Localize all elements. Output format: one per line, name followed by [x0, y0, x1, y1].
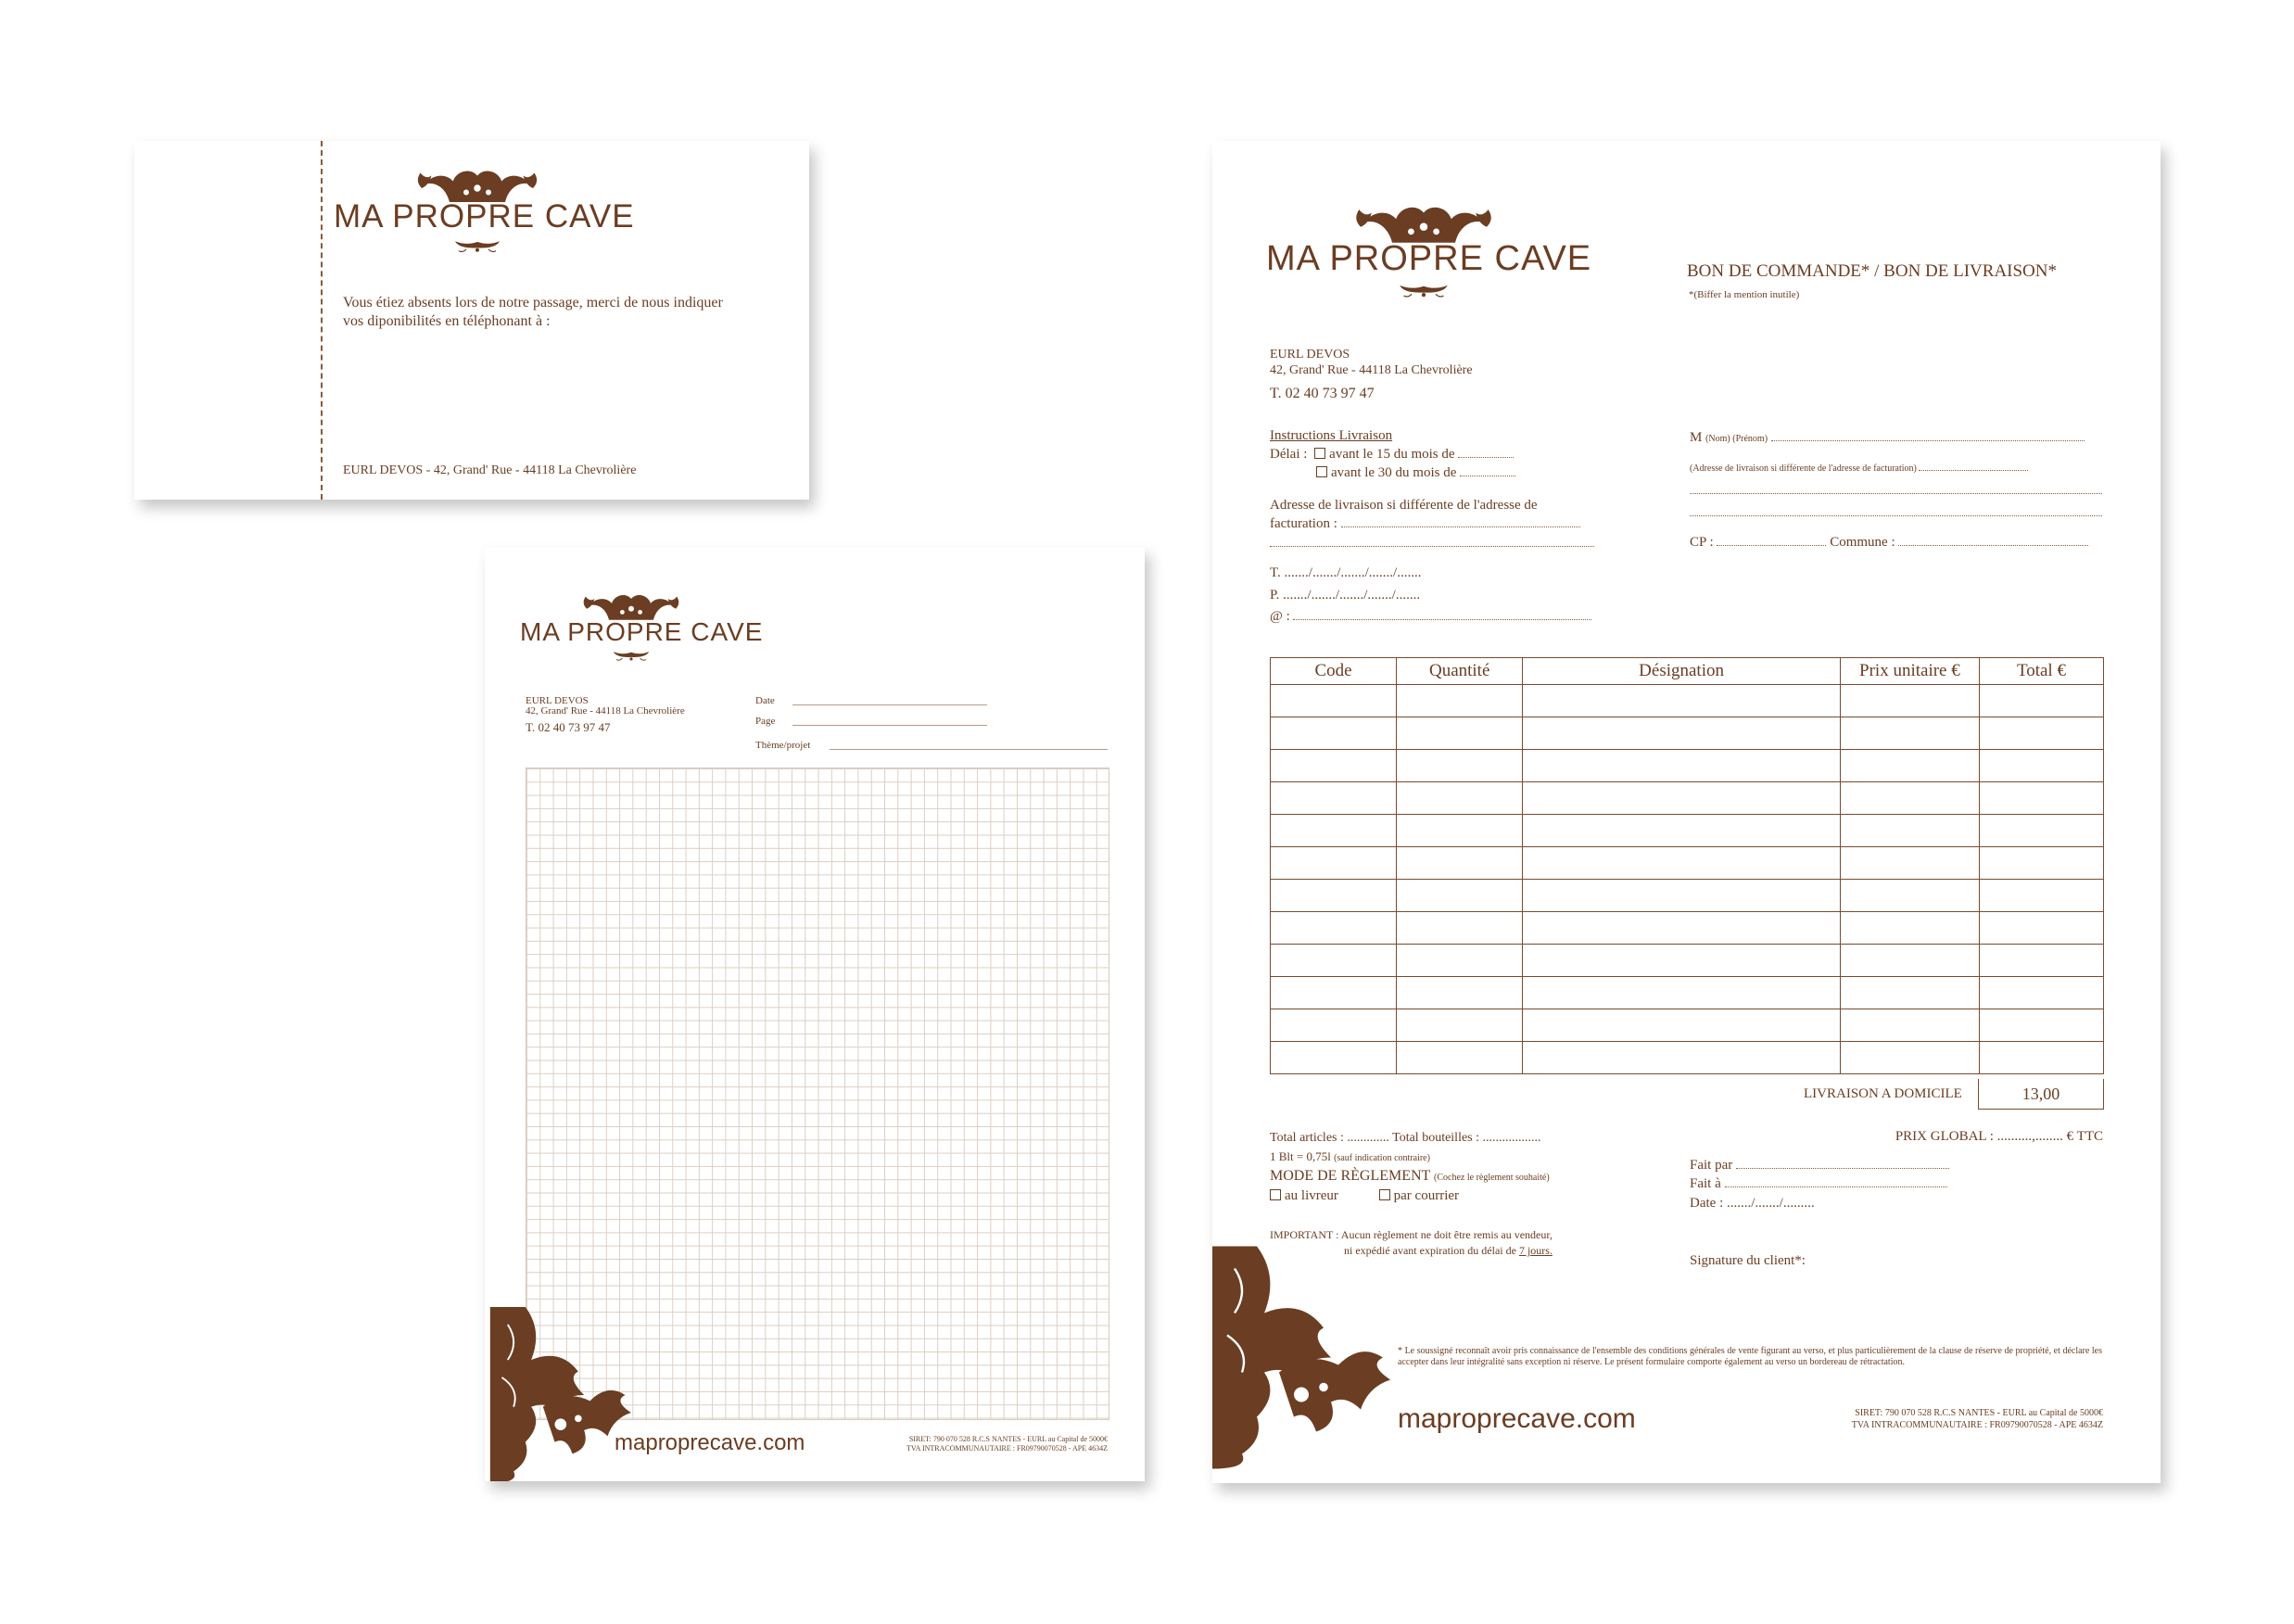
vine-ornament-icon — [1212, 1230, 1398, 1483]
done-at-field[interactable] — [1725, 1186, 1947, 1187]
cell-designation[interactable] — [1523, 815, 1841, 847]
email-field[interactable] — [1293, 619, 1591, 620]
cell-designation[interactable] — [1523, 750, 1841, 782]
order-subtitle: *(Biffer la mention inutile) — [1689, 289, 1800, 300]
card-message-line-2: vos diponibilités en téléphonant à : — [343, 313, 551, 329]
cell-unit-price[interactable] — [1840, 717, 1979, 750]
page-field[interactable] — [792, 725, 987, 726]
payment-hint: (Cochez le règlement souhaité) — [1434, 1173, 1550, 1183]
commune-label: Commune : — [1830, 535, 1895, 550]
alt-address-label: facturation : — [1270, 516, 1337, 531]
page-label: Page — [755, 716, 776, 727]
pay-opt1: au livreur — [1285, 1188, 1338, 1203]
table-row — [1271, 685, 2104, 717]
delay-label: Délai : — [1270, 447, 1308, 462]
header-total: Total € — [1979, 658, 2103, 685]
header-quantity: Quantité — [1397, 658, 1523, 685]
alt-address-field-2[interactable] — [1270, 546, 1594, 547]
email-label: @ : — [1270, 609, 1290, 624]
blt-note: 1 Blt = 0,75l — [1270, 1149, 1331, 1163]
customer-address-field-2[interactable] — [1690, 493, 2102, 494]
date-label: Date — [755, 695, 775, 706]
cell-total[interactable] — [1979, 1009, 2103, 1042]
payment-options — [1270, 1188, 1459, 1204]
cell-code[interactable] — [1271, 1042, 1397, 1074]
total-articles[interactable]: Total articles : ............. Total bouteilles : .................. — [1270, 1131, 1541, 1145]
cell-designation[interactable] — [1523, 977, 1841, 1009]
header-code: Code — [1271, 658, 1397, 685]
order-company: EURL DEVOS — [1270, 348, 1350, 362]
cell-total[interactable] — [1979, 1042, 2103, 1074]
card-footer: EURL DEVOS - 42, Grand' Rue - 44118 La Chevrolière — [343, 463, 637, 477]
absence-card — [134, 141, 809, 500]
pay-opt2: par courrier — [1393, 1188, 1460, 1203]
theme-field[interactable] — [830, 749, 1108, 750]
pay-checkbox-livreur[interactable] — [1270, 1189, 1281, 1200]
customer-name-field[interactable] — [1771, 440, 2085, 441]
cell-total[interactable] — [1979, 977, 2103, 1009]
cell-code[interactable] — [1271, 685, 1397, 717]
cell-unit-price[interactable] — [1840, 912, 1979, 945]
cell-quantity[interactable] — [1397, 977, 1523, 1009]
pay-checkbox-courrier[interactable] — [1379, 1189, 1390, 1200]
cell-unit-price[interactable] — [1840, 977, 1979, 1009]
ornament-bottom-icon — [1384, 279, 1464, 301]
cell-total[interactable] — [1979, 880, 2103, 912]
cell-unit-price[interactable] — [1840, 880, 1979, 912]
table-body — [1271, 685, 2104, 1074]
cell-quantity[interactable] — [1397, 912, 1523, 945]
cell-unit-price[interactable] — [1840, 685, 1979, 717]
done-at-label: Fait à — [1690, 1176, 1721, 1191]
table-row — [1271, 880, 2104, 912]
brand-name: MA PROPRE CAVE — [1266, 239, 1592, 278]
mobile-field[interactable]: P. ......./......./......./......./....... — [1270, 588, 1421, 603]
ornament-bottom-icon — [440, 235, 514, 256]
cell-total[interactable] — [1979, 750, 2103, 782]
delay-opt1: avant le 15 du mois de — [1329, 447, 1455, 462]
cell-unit-price[interactable] — [1840, 847, 1979, 880]
cell-quantity[interactable] — [1397, 750, 1523, 782]
cp-label: CP : — [1690, 535, 1714, 550]
header-unit-price: Prix unitaire € — [1840, 658, 1979, 685]
cell-total[interactable] — [1979, 717, 2103, 750]
cell-unit-price[interactable] — [1840, 1042, 1979, 1074]
cell-quantity[interactable] — [1397, 1009, 1523, 1042]
notepad-address: 42, Grand' Rue - 44118 La Chevrolière — [526, 705, 685, 717]
delay-checkbox-30[interactable] — [1316, 466, 1327, 477]
order-form-sheet — [1212, 141, 2161, 1483]
date-field[interactable]: Date : ......./......./......... — [1690, 1196, 1815, 1211]
card-logo — [334, 159, 635, 256]
brand-name: MA PROPRE CAVE — [334, 198, 635, 235]
m-label: M — [1690, 430, 1703, 445]
terms-text: * Le soussigné reconnaît avoir pris connaissance de l'ensemble des conditions générales de vente figurant au verso, et plus particulièrement de la clause de réserve de propriété, et déclare les accepter dans leur intégralité sans exception ni réserve. Le présent formulaire comporte également au verso un bordereau de rétractation. — [1398, 1346, 2102, 1367]
payment-title: MODE DE RÈGLEMENT — [1270, 1168, 1431, 1184]
notepad-logo — [520, 586, 764, 664]
important-3: 7 jours. — [1518, 1244, 1553, 1257]
cell-total[interactable] — [1979, 945, 2103, 977]
cell-code[interactable] — [1271, 1009, 1397, 1042]
done-by-label: Fait par — [1690, 1158, 1733, 1173]
card-message-line-1: Vous étiez absents lors de notre passage, merci de nous indiquer — [343, 295, 723, 311]
done-at-row — [1690, 1176, 1947, 1192]
delivery-price: 13,00 — [2022, 1085, 2060, 1103]
customer-address-field-3[interactable] — [1690, 515, 2102, 516]
cell-designation[interactable] — [1523, 1042, 1841, 1074]
notepad-website[interactable]: maproprecave.com — [615, 1430, 805, 1455]
delivery-label: LIVRAISON A DOMICILE — [1804, 1086, 1962, 1101]
date-field[interactable] — [792, 704, 987, 705]
customer-address-field[interactable] — [1919, 470, 2028, 471]
cell-designation[interactable] — [1523, 945, 1841, 977]
addr-hint: (Adresse de livraison si différente de l'adresse de facturation) — [1690, 463, 1917, 474]
cell-quantity[interactable] — [1397, 847, 1523, 880]
table-row — [1271, 1009, 2104, 1042]
cell-total[interactable] — [1979, 782, 2103, 815]
delay-checkbox-15[interactable] — [1314, 448, 1325, 459]
table-row — [1271, 750, 2104, 782]
ornament-bottom-icon — [602, 647, 661, 664]
cell-quantity[interactable] — [1397, 815, 1523, 847]
cell-code[interactable] — [1271, 847, 1397, 880]
cell-code[interactable] — [1271, 880, 1397, 912]
table-row — [1271, 847, 2104, 880]
cell-designation[interactable] — [1523, 685, 1841, 717]
important-2: ni expédié avant expiration du délai de — [1344, 1244, 1516, 1257]
cell-quantity[interactable] — [1397, 945, 1523, 977]
table-row — [1271, 782, 2104, 815]
table-row — [1271, 945, 2104, 977]
order-title: BON DE COMMANDE* / BON DE LIVRAISON* — [1687, 261, 2057, 281]
cell-code[interactable] — [1271, 750, 1397, 782]
notepad-legal-1: SIRET: 790 070 528 R.C.S NANTES - EURL au Capital de 5000€ — [908, 1435, 1108, 1443]
cell-quantity[interactable] — [1397, 685, 1523, 717]
table-row — [1271, 912, 2104, 945]
notepad-company: EURL DEVOS — [526, 695, 589, 706]
theme-label: Thème/projet — [755, 740, 811, 751]
cell-total[interactable] — [1979, 912, 2103, 945]
table-header-row — [1271, 658, 2104, 685]
blt-row — [1270, 1149, 1430, 1164]
addr-hint-row — [1690, 463, 2028, 474]
done-by-row — [1690, 1158, 1949, 1174]
order-address: 42, Grand' Rue - 44118 La Chevrolière — [1270, 363, 1473, 377]
cell-designation[interactable] — [1523, 912, 1841, 945]
alt-address-line-2 — [1270, 516, 1580, 532]
table-row — [1271, 815, 2104, 847]
table-row — [1271, 977, 2104, 1009]
order-legal-1: SIRET: 790 070 528 R.C.S NANTES - EURL au Capital de 5000€ — [1855, 1408, 2103, 1418]
alt-address-line-1: Adresse de livraison si différente de l'adresse de — [1270, 498, 1538, 513]
tel-field[interactable]: T. ......./......./......./......./....... — [1270, 565, 1422, 580]
instructions-title: Instructions Livraison — [1270, 428, 1393, 443]
important-1: IMPORTANT : Aucun règlement ne doit être remis au vendeur, — [1270, 1228, 1553, 1241]
commune-field[interactable] — [1898, 545, 2088, 546]
cell-quantity[interactable] — [1397, 880, 1523, 912]
cp-field[interactable] — [1717, 545, 1826, 546]
order-logo — [1266, 195, 1592, 301]
cell-code[interactable] — [1271, 815, 1397, 847]
done-by-field[interactable] — [1736, 1168, 1949, 1169]
delay-row-1 — [1270, 447, 1514, 463]
cell-unit-price[interactable] — [1840, 945, 1979, 977]
cell-code[interactable] — [1271, 717, 1397, 750]
header-designation: Désignation — [1523, 658, 1841, 685]
cell-unit-price[interactable] — [1840, 750, 1979, 782]
blt-hint: (sauf indication contraire) — [1334, 1153, 1430, 1163]
cell-designation[interactable] — [1523, 1009, 1841, 1042]
brand-name: MA PROPRE CAVE — [520, 617, 764, 646]
cell-code[interactable] — [1271, 782, 1397, 815]
cell-designation[interactable] — [1523, 782, 1841, 815]
cell-quantity[interactable] — [1397, 782, 1523, 815]
perforation-line — [321, 141, 323, 500]
customer-name-row — [1690, 430, 2085, 446]
cell-unit-price[interactable] — [1840, 1009, 1979, 1042]
global-price[interactable]: PRIX GLOBAL : ..........,........ € TTC — [1895, 1129, 2103, 1144]
notepad-legal-2: TVA INTRACOMMUNAUTAIRE : FR09790070528 - APE 4634Z — [906, 1444, 1108, 1453]
cell-code[interactable] — [1271, 977, 1397, 1009]
cell-unit-price[interactable] — [1840, 782, 1979, 815]
signature-label: Signature du client*: — [1690, 1253, 1806, 1268]
cell-designation[interactable] — [1523, 880, 1841, 912]
cell-code[interactable] — [1271, 912, 1397, 945]
order-legal-2: TVA INTRACOMMUNAUTAIRE : FR09790070528 - APE 4634Z — [1851, 1420, 2103, 1430]
cell-total[interactable] — [1979, 847, 2103, 880]
month-field-1[interactable] — [1458, 457, 1514, 458]
order-website[interactable]: maproprecave.com — [1398, 1403, 1636, 1434]
cell-total[interactable] — [1979, 815, 2103, 847]
cell-unit-price[interactable] — [1840, 815, 1979, 847]
order-phone: T. 02 40 73 97 47 — [1270, 386, 1375, 401]
email-row — [1270, 609, 1591, 625]
cell-quantity[interactable] — [1397, 717, 1523, 750]
cell-code[interactable] — [1271, 945, 1397, 977]
payment-row — [1270, 1168, 1550, 1185]
table-row — [1271, 1042, 2104, 1074]
m-hint: (Nom) (Prénom) — [1705, 434, 1768, 444]
cp-row — [1690, 535, 2088, 551]
cell-designation[interactable] — [1523, 847, 1841, 880]
notepad-phone: T. 02 40 73 97 47 — [526, 720, 611, 734]
notepad-sheet — [485, 547, 1145, 1481]
delay-row-2 — [1316, 465, 1515, 481]
table-row — [1271, 717, 2104, 750]
delivery-price-box — [1978, 1079, 2104, 1110]
cell-quantity[interactable] — [1397, 1042, 1523, 1074]
delay-opt2: avant le 30 du mois de — [1331, 465, 1457, 480]
cell-designation[interactable] — [1523, 717, 1841, 750]
order-table — [1270, 657, 2104, 1074]
cell-total[interactable] — [1979, 685, 2103, 717]
